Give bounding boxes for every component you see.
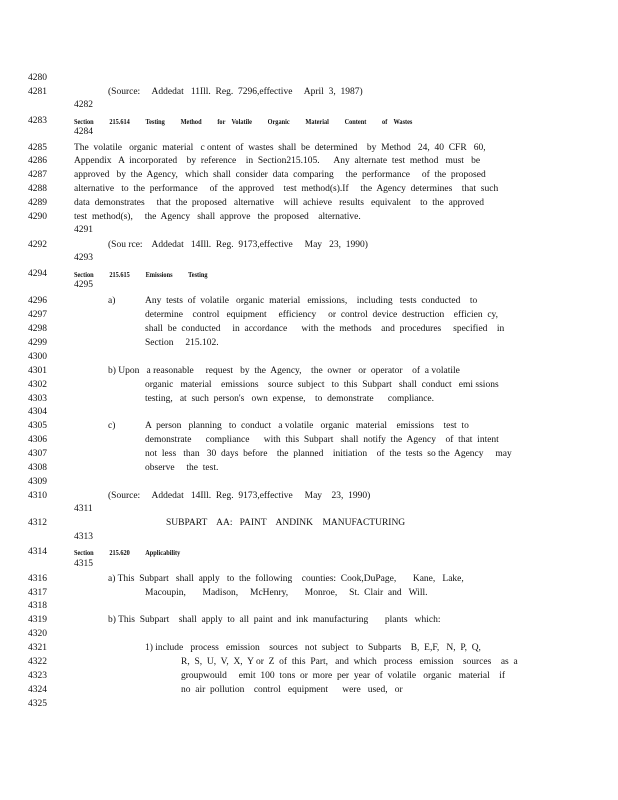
line-number: 4290: [28, 212, 47, 222]
text-line: R, S, U, V, X, Y or Z of this Part, and which process emission sources as a: [181, 657, 518, 667]
line-number: 4282: [74, 100, 93, 110]
text-line: Any tests of volatile organic material emissions, including tests conducted to: [145, 296, 478, 306]
line-number: 4295: [74, 280, 93, 290]
text-line: 1) include process emission sources not subject to Subparts B, E,F, N, P, Q,: [145, 643, 481, 653]
line-number: 4302: [28, 380, 47, 390]
line-number: 4285: [28, 143, 47, 153]
text-line: not less than 30 days before the planned initiation of the tests so the Agency may: [145, 449, 512, 459]
line-number: 4323: [28, 671, 47, 681]
line-number: 4298: [28, 324, 47, 334]
text-line: A person planning to conduct a volatile organic material emissions test to: [145, 421, 469, 431]
text-line: demonstrate compliance with this Subpart shall notify the Agency of that intent: [145, 435, 499, 445]
text-line: Appendix A incorporated by reference in Section215.105. Any alternate test method must be: [74, 156, 481, 166]
line-number: 4307: [28, 449, 47, 459]
line-number: 4306: [28, 435, 47, 445]
line-number: 4321: [28, 643, 47, 653]
line-number: 4305: [28, 421, 47, 431]
line-number: 4289: [28, 198, 47, 208]
line-number: 4308: [28, 463, 47, 473]
text-line: alternative to the performance of the approved test method(s).If the Agency determines that such: [74, 184, 499, 194]
line-number: 4287: [28, 170, 47, 180]
line-number: 4303: [28, 394, 47, 404]
text-line: groupwould emit 100 tons or more per year of volatile organic material if: [181, 671, 506, 681]
line-number: 4320: [28, 629, 47, 639]
line-number: 4281: [28, 87, 47, 97]
line-number: 4301: [28, 366, 47, 376]
line-number: 4317: [28, 588, 47, 598]
text-line: (Source: Addedat 11Ill. Reg. 7296,effective April 3, 1987): [108, 87, 363, 97]
line-number: 4324: [28, 685, 47, 695]
line-number: 4304: [28, 407, 47, 417]
line-number: 4299: [28, 338, 47, 348]
text-line: no air pollution control equipment were used, or: [181, 685, 403, 695]
section-heading: Section 215.620 Applicability: [74, 549, 181, 557]
line-number: 4325: [28, 699, 47, 709]
line-number: 4300: [28, 352, 47, 362]
line-number: 4314: [28, 547, 47, 557]
line-number: 4294: [28, 269, 47, 279]
line-number: 4310: [28, 491, 47, 501]
text-line: a): [108, 296, 116, 306]
line-number: 4318: [28, 601, 47, 611]
text-line: c): [108, 421, 116, 431]
line-number: 4309: [28, 477, 47, 487]
line-number: 4293: [74, 253, 93, 263]
text-line: (Sou rce: Addedat 14Ill. Reg. 9173,effective May 23, 1990): [108, 240, 368, 250]
text-line: Section 215.102.: [145, 338, 219, 348]
text-line: approved by the Agency, which shall consider data comparing the performance of the proposed: [74, 170, 486, 180]
line-number: 4319: [28, 615, 47, 625]
line-number: 4286: [28, 156, 47, 166]
text-line: shall be conducted in accordance with the methods and procedures specified in: [145, 324, 505, 334]
line-number: 4283: [28, 116, 47, 126]
line-number: 4288: [28, 184, 47, 194]
text-line: determine control equipment efficiency or control device destruction efficien cy,: [145, 310, 499, 320]
line-number: 4322: [28, 657, 47, 667]
text-line: observe the test.: [145, 463, 219, 473]
text-line: The volatile organic material c ontent of wastes shall be determined by Method 24, 40 CFR 60,: [74, 143, 486, 153]
line-number: 4311: [74, 504, 93, 514]
line-number: 4312: [28, 518, 47, 528]
line-number: 4296: [28, 296, 47, 306]
section-heading: Section 215.614 Testing Method for Volatile Organic Material Content of Wastes: [74, 118, 413, 126]
text-line: test method(s), the Agency shall approve the proposed alternative.: [74, 212, 361, 222]
section-heading: Section 215.615 Emissions Testing: [74, 271, 208, 279]
line-number: 4316: [28, 574, 47, 584]
line-number: 4280: [28, 73, 47, 83]
subpart-title: SUBPART AA: PAINT ANDINK MANUFACTURING: [166, 518, 406, 528]
text-line: testing, at such person's own expense, to demonstrate compliance.: [145, 394, 435, 404]
line-number: 4291: [74, 225, 93, 235]
text-line: data demonstrates that the proposed alternative will achieve results equivalent to the approved: [74, 198, 484, 208]
text-line: a) This Subpart shall apply to the following counties: Cook,DuPage, Kane, Lake,: [108, 574, 464, 584]
line-number: 4313: [74, 532, 93, 542]
text-line: organic material emissions source subject to this Subpart shall conduct emi ssions: [145, 380, 499, 390]
line-number: 4292: [28, 240, 47, 250]
text-line: (Source: Addedat 14Ill. Reg. 9173,effective May 23, 1990): [108, 491, 371, 501]
line-number: 4284: [74, 127, 93, 137]
text-line: Macoupin, Madison, McHenry, Monroe, St. Clair and Will.: [145, 588, 428, 598]
text-line: b) This Subpart shall apply to all paint and ink manufacturing plants which:: [108, 615, 441, 625]
text-line: b) Upon a reasonable request by the Agency, the owner or operator of a volatile: [108, 366, 460, 376]
line-number: 4297: [28, 310, 47, 320]
line-number: 4315: [74, 559, 93, 569]
